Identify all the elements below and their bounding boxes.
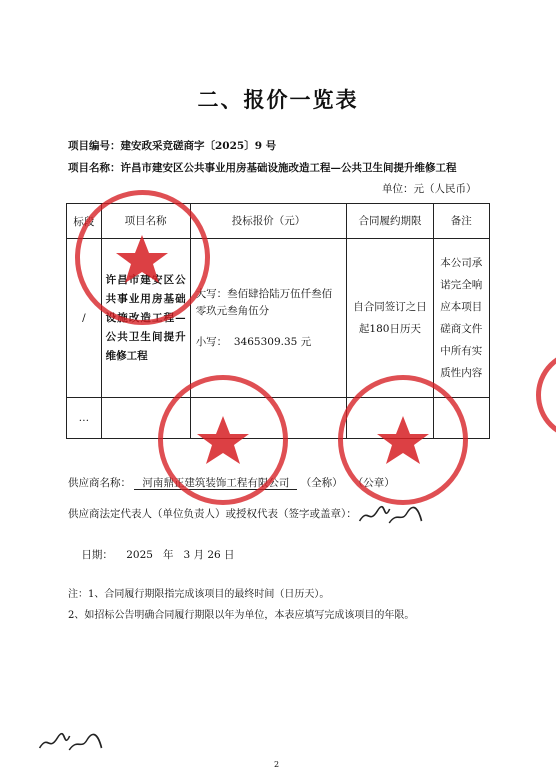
- supplier-suffix: （全称） （公章）: [300, 477, 395, 489]
- note-2: 2、如招标公告明确合同履行期限以年为单位，本表应填写完成该项目的年限。: [68, 610, 415, 621]
- company-seal: [338, 375, 468, 505]
- page-title: 二、报价一览表: [197, 87, 359, 112]
- header-note: 备注: [433, 204, 489, 239]
- seal-star-icon: [163, 380, 283, 500]
- project-number: 建安政采竞磋商字〔2025〕9 号: [120, 140, 277, 152]
- cell-dots: …: [67, 398, 102, 439]
- cell-price: [190, 239, 347, 398]
- cell-project-name: 许昌市建安区公共事业用房基础设施改造工程—公共卫生间提升维修工程: [101, 239, 190, 398]
- date-line: [68, 535, 235, 574]
- cell-note: 本公司承诺完全响应本项目磋商文件中所有实质性内容: [433, 239, 489, 398]
- project-number-line: [68, 138, 276, 153]
- supplier-label: 供应商名称：: [68, 477, 131, 489]
- project-number-label: 项目编号：: [68, 140, 121, 152]
- cell-biaoduan: /: [67, 239, 102, 398]
- company-seal-partial: [536, 350, 556, 440]
- project-name-label: 项目名称：: [68, 162, 121, 174]
- header-term: 合同履约期限: [347, 204, 433, 239]
- date-value: 2025 年 3 月 26 日: [126, 549, 235, 561]
- supplier-name: 河南鼎正建筑装饰工程有限公司: [134, 477, 297, 490]
- page-number: 2: [274, 760, 280, 769]
- price-upper: 大写：叁佰肆拾陆万伍仟叁佰零玖元叁角伍分: [195, 287, 333, 317]
- company-seal: [158, 375, 288, 505]
- note-1: 注：1、合同履行期限指完成该项目的最终时间（日历天）。: [68, 589, 330, 600]
- seal-star-icon: [80, 195, 205, 320]
- project-name-line: [68, 160, 457, 175]
- cell-term: 自合同签订之日起180日历天: [347, 239, 433, 398]
- company-seal: [75, 190, 210, 325]
- signature: [353, 503, 428, 534]
- date-label: 日期：: [81, 549, 113, 561]
- signature: [33, 730, 108, 761]
- currency-unit: 单位：元（人民币）: [382, 183, 477, 195]
- representative-line: 供应商法定代表人（单位负责人）或授权代表（签字或盖章）：: [68, 508, 357, 520]
- seal-star-icon: [343, 380, 463, 500]
- header-project-name: 项目名称: [101, 204, 190, 239]
- header-biaoduan: 标段: [67, 204, 102, 239]
- project-name: 许昌市建安区公共事业用房基础设施改造工程—公共卫生间提升维修工程: [120, 162, 457, 174]
- header-price: 投标报价（元）: [190, 204, 347, 239]
- price-lower: 小写： 3465309.35 元: [195, 335, 312, 348]
